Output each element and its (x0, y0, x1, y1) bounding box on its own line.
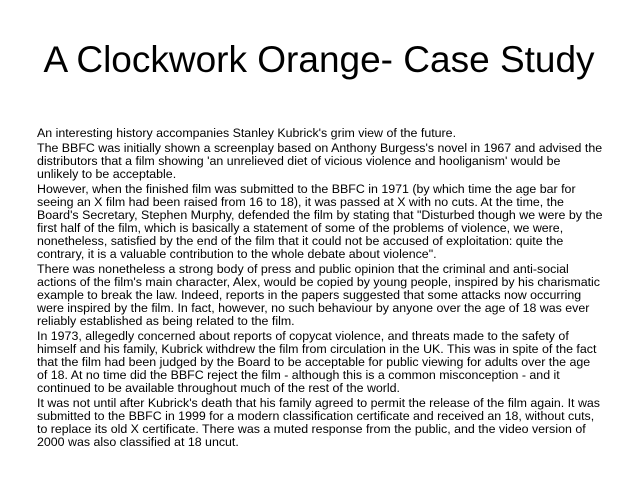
slide-body (37, 127, 603, 451)
paragraph-1973-withdrawal: In 1973, allegedly concerned about reports of copycat violence, and threats made to the safety of himself and his family, Kubrick withdrew the film from circulation in the UK. This was in spite of the fact that the film had been judged by the Board to be acceptable for public viewing for adults over the age of 18. At no time did the BBFC reject the film - although this is a common misconception - and it continued to be available throughout much of the rest of the world. (37, 329, 597, 395)
paragraph-1967-screenplay: The BBFC was initially shown a screenplay based on Anthony Burgess's novel in 1967 and advised the distributors that a film showing 'an unrelieved diet of vicious violence and hooliganism' would be unlikely to be acceptable. (37, 141, 603, 181)
paragraph-public-opinion: There was nonetheless a strong body of press and public opinion that the criminal and anti-social actions of the film's main character, Alex, would be copied by young people, inspired by his charismatic example to break the law. Indeed, reports in the papers suggested that some attacks now occurring were inspired by the film. In fact, however, no such behaviour by anyone over the age of 18 was ever reliably established as being related to the film. (37, 262, 600, 328)
paragraph-1999-rerelease: It was not until after Kubrick's death that his family agreed to permit the release of the film again. It was submitted to the BBFC in 1999 for a modern classification certificate and received an 18, without cuts, to replace its old X certificate. There was a muted response from the public, and the video version of 2000 was also classified at 18 uncut. (37, 396, 600, 449)
paragraph-intro: An interesting history accompanies Stanley Kubrick's grim view of the future. (37, 126, 457, 140)
slide-title: A Clockwork Orange- Case Study (43, 39, 595, 80)
paragraph-1971-submission: However, when the finished film was submitted to the BBFC in 1971 (by which time the age bar for seeing an X film had been raised from 16 to 18), it was passed at X with no cuts. At the time, the Board's Secretary, Stephen Murphy, defended the film by stating that "Disturbed though we were by the first half of the film, which is basically a statement of some of the problems of violence, we were, nonetheless, satisfied by the end of the film that it could not be accused of exploitation: quite the contrary, it is a valuable contribution to the whole debate about violence". (37, 182, 603, 261)
